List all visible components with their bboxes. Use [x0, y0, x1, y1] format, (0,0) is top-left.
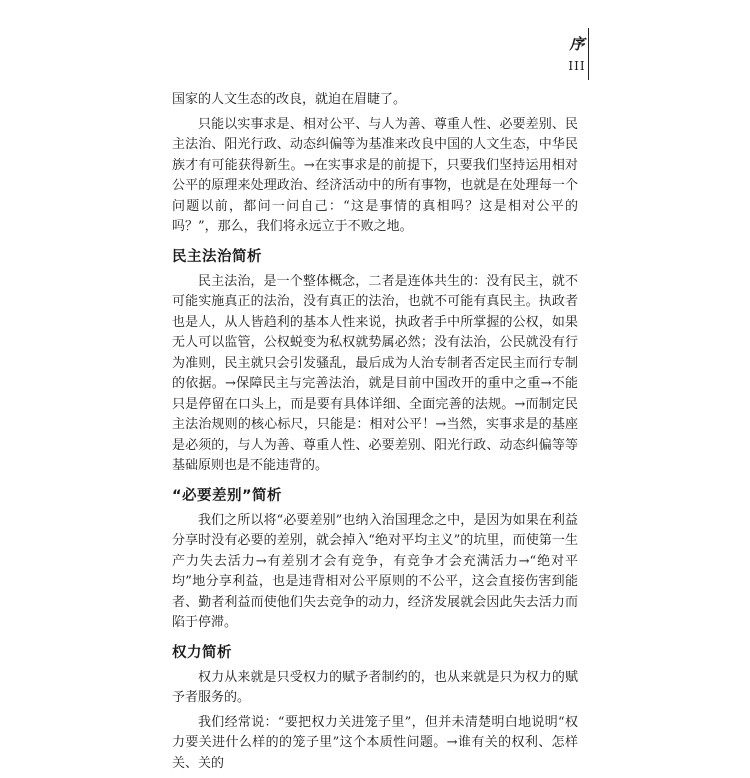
page-number: III — [568, 59, 586, 73]
running-head-title: 序 — [569, 35, 585, 53]
section-heading-power: 权力简析 — [172, 644, 232, 661]
paragraph: 只能以实事求是、相对公平、与人为善、尊重人性、必要差别、民主法治、阳光行政、动态纠偏等为基准来改良中国的人文生态，中华民族才有可能获得新生。→在实事求是的前提下，只要我们坚持运用相对公平的原理来处理政治、经济活动中的所有事物，也就是在处理每一个问题以前，都问一问自己：“这是事情的真相吗？这是相对公平的吗？”，那么，我们将永远立于不败之地。 — [172, 116, 578, 234]
paragraph: 我们之所以将“必要差别”也纳入治国理念之中，是因为如果在利益分享时没有必要的差别，就会掉入“绝对平均主义”的坑里，而使第一生产力失去活力→有差别才会有竞争，有竞争才会充满活力→“绝对平均”地分享利益，也是违背相对公平原则的不公平，这会直接伤害到能者、勤者利益而使他们失去竞争的动力，经济发展就会因此失去活力而陷于停滞。 — [172, 512, 578, 630]
paragraph: 民主法治，是一个整体概念，二者是连体共生的：没有民主，就不可能实施真正的法治，没有真正的法治，也就不可能有真民主。执政者也是人，从人皆趋利的基本人性来说，执政者手中所掌握的公权，如果无人可以监管，公权蜕变为私权就势属必然；没有法治，公民就没有行为准则，民主就只会引发骚乱，最后成为人治专制者否定民主而行专制的依据。→保障民主与完善法治，就是目前中国改开的重中之重→不能只是停留在口头上，而是要有具体详细、全面完善的法规。→而制定民主法治规则的核心标尺，只能是：相对公平！→当然，实事求是的基座是必须的，与人为善、尊重人性、必要差别、阳光行政、动态纠偏等等基础原则也是不能违背的。 — [172, 273, 578, 473]
page-body — [172, 90, 578, 778]
paragraph-continuation: 国家的人文生态的改良，就迫在眉睫了。 — [172, 92, 407, 107]
running-head — [562, 34, 592, 74]
paragraph: 权力从来就是只受权力的赋予者制约的，也从来就是只为权力的赋予者服务的。 — [172, 669, 578, 705]
section-heading-necessary-difference: “必要差别”简析 — [172, 487, 283, 504]
section-heading-democracy-rule-of-law: 民主法治简析 — [172, 248, 262, 265]
paragraph: 我们经常说：“要把权力关进笼子里”，但并未清楚明白地说明“权力要关进什么样的的笼子里”这个本质性问题。→谁有关的权利、怎样关、关的 — [172, 714, 578, 771]
